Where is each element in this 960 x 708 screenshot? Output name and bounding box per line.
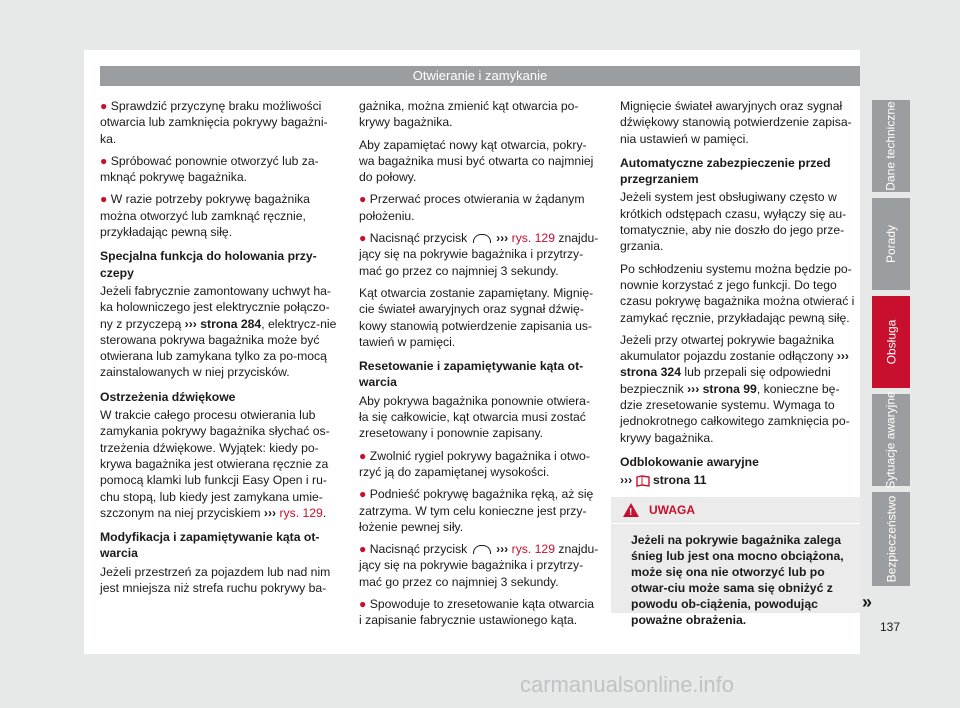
reference-arrow: ›››	[496, 231, 509, 246]
paragraph: Jeżeli przestrzeń za pojazdem lub nad nim jest mniejsza niż strefa ruchu pokrywy ba-	[100, 564, 331, 596]
reference-arrow: ›››	[263, 505, 277, 520]
paragraph: Jeżeli fabrycznie zamontowany uchwyt ha-ka holowniczego jest elektrycznie połączo-ny z przyczepą ››› strona 284, elektrycz-nie sterowana pokrywa bagażnika może być otwierana lub zamykana tylko za po-mocą zainstalowanych w niej przycisków.	[100, 283, 337, 380]
bullet-item: ● Przerwać proces otwierania w żądanym położeniu.	[359, 192, 585, 223]
paragraph: Jeżeli przy otwartej pokrywie bagażnika akumulator pojazdu zostanie odłączony ››› strona 324 lub przepali się odpowiedni bezpiecznik ››› strona 99, konieczne bę-dzie zresetowanie systemu. Wymaga to jednokrotnego całkowitego zamknięcia po-krywy bagażnika.	[620, 332, 850, 445]
paragraph: W trakcie całego procesu otwierania lub zamykania pokrywy bagażnika słychać os-trzeżenia dźwiękowe. Wyjątek: kiedy po-krywa bagażnika jest otwierana ręcznie za pomocą klamki lub funkcji Easy Open i ru-chu stopą, lub kiedy jest zamykana umie-szczonym na niej przyciskiem ››› rys. 129.	[100, 408, 330, 520]
paragraph: Jeżeli system jest obsługiwany często w krótkich odstępach czasu, wyłączy się au-tomatycznie, aby nie doszło do jego prze-grzania.	[620, 190, 847, 254]
tab-sytuacje-awaryjne[interactable]: Sytuacje awaryjne	[872, 394, 910, 486]
column-1	[100, 98, 340, 602]
bullet-item: ● Spróbować ponownie otworzyć lub za-mknąć pokrywę bagażnika.	[100, 153, 319, 185]
section-heading: Specjalna funkcja do holowania przy-czepy	[100, 249, 317, 280]
book-icon	[636, 475, 650, 487]
bullet-item: ● Sprawdzić przyczynę braku możliwości otwarcia lub zamknięcia pokrywy bagażni-ka.	[100, 99, 328, 146]
page-reference-link[interactable]: ››› strona 324	[620, 349, 849, 380]
bullet-icon: ●	[100, 153, 111, 168]
bullet-icon: ●	[359, 231, 370, 246]
tab-dane-techniczne[interactable]: Dane techniczne	[872, 100, 910, 192]
bullet-icon: ●	[100, 99, 111, 113]
tab-bezpieczenstwo[interactable]: Bezpieczeństwo	[872, 492, 910, 586]
continue-marker: »	[862, 592, 873, 612]
page-reference-link[interactable]: strona 11	[649, 473, 707, 488]
paragraph: Aby pokrywa bagażnika ponownie otwiera-ła się całkowicie, kąt otwarcia musi zostać zresetowany i ponownie zapisany.	[359, 393, 591, 441]
page-reference-link[interactable]: ››› strona 99	[687, 381, 757, 396]
bullet-icon: ●	[100, 192, 111, 207]
column-2	[359, 98, 599, 635]
section-heading: Ostrzeżenia dźwiękowe	[100, 389, 236, 404]
bullet-item: ● Zwolnić rygiel pokrywy bagażnika i otwo-rzyć ją do zapamiętanej wysokości.	[359, 448, 590, 479]
figure-reference-link[interactable]: rys. 129	[508, 542, 555, 557]
paragraph: Mignięcie świateł awaryjnych oraz sygnał dźwiękowy stanowią potwierdzenie zapisa-nia ustawień w pamięci.	[620, 99, 852, 146]
section-heading: Modyfikacja i zapamiętywanie kąta ot-warcia	[100, 530, 320, 561]
warning-text: Jeżeli na pokrywie bagażnika zalega śnieg lub jest ona mocno obciążona, może się ona nie otworzyć lub po otwar-ciu może sama się obniżyć z powodu ob-ciążenia, powodując poważne obrażenia.	[631, 533, 844, 627]
warning-box	[611, 497, 860, 627]
section-heading: Odblokowanie awaryjne	[620, 454, 759, 469]
warning-triangle-icon	[623, 503, 639, 517]
trunk-button-icon	[473, 545, 491, 554]
bullet-icon: ●	[359, 597, 370, 612]
page-reference-link[interactable]: ››› strona 284	[184, 316, 262, 331]
bullet-item: ● Podnieść pokrywę bagażnika ręką, aż się zatrzyma. W tym celu konieczne jest przy-łożenie pewnej siły.	[359, 487, 594, 534]
paragraph: Aby zapamiętać nowy kąt otwarcia, pokry-wa bagażnika musi być otwarta co najmniej do połowy.	[359, 137, 594, 185]
bullet-item: ● W razie potrzeby pokrywę bagażnika można otworzyć lub zamknąć ręcznie, przykładając pewną siłę.	[100, 192, 310, 240]
bullet-icon: ●	[359, 542, 370, 557]
bullet-icon: ●	[359, 487, 370, 502]
figure-reference-link[interactable]: rys. 129	[508, 231, 555, 246]
paragraph: gażnika, można zmienić kąt otwarcia po-krywy bagażnika.	[359, 99, 579, 130]
tab-porady[interactable]: Porady	[872, 198, 910, 290]
bullet-icon: ●	[359, 192, 370, 207]
paragraph: Kąt otwarcia zostanie zapamiętany. Mignię-cie świateł awaryjnych oraz sygnał dźwię-kowy stanowią potwierdzenie zapisania us-tawień w pamięci.	[359, 285, 594, 349]
bullet-item: ● Nacisnąć przycisk ››› rys. 129 znajdu-jący się na pokrywie bagażnika i przytrzy-mać go przez co najmniej 3 sekundy.	[359, 542, 599, 589]
page-number: 137	[880, 620, 901, 634]
tab-obsluga[interactable]: Obsługa	[872, 296, 910, 388]
paragraph: Po schłodzeniu systemu można będzie po-nownie korzystać z jego funkcji. Do tego czasu pokrywę bagażnika można otwierać i zamykać ręcznie, przykładając pewną siłę.	[620, 261, 855, 325]
section-heading: Resetowanie i zapamiętywanie kąta ot-warcia	[359, 359, 584, 390]
section-heading: Automatyczne zabezpieczenie przed przegrzaniem	[620, 155, 831, 187]
bullet-item: ● Spowoduje to zresetowanie kąta otwarcia i zapisanie fabrycznie ustawionego kąta.	[359, 597, 594, 628]
figure-reference-link[interactable]: rys. 129	[276, 505, 323, 520]
bullet-icon: ●	[359, 448, 370, 463]
column-3	[620, 98, 858, 495]
page-header: Otwieranie i zamykanie	[100, 66, 860, 86]
watermark: carmanualsonline.info	[520, 672, 735, 697]
bullet-item: ● Nacisnąć przycisk ››› rys. 129 znajdu-jący się na pokrywie bagażnika i przytrzy-mać go przez co najmniej 3 sekundy.	[359, 231, 599, 278]
warning-header	[611, 497, 860, 524]
paragraph	[620, 472, 858, 488]
reference-arrow: ›››	[620, 473, 633, 488]
reference-arrow: ›››	[496, 542, 509, 557]
trunk-button-icon	[473, 234, 491, 243]
warning-title: UWAGA	[649, 503, 695, 517]
